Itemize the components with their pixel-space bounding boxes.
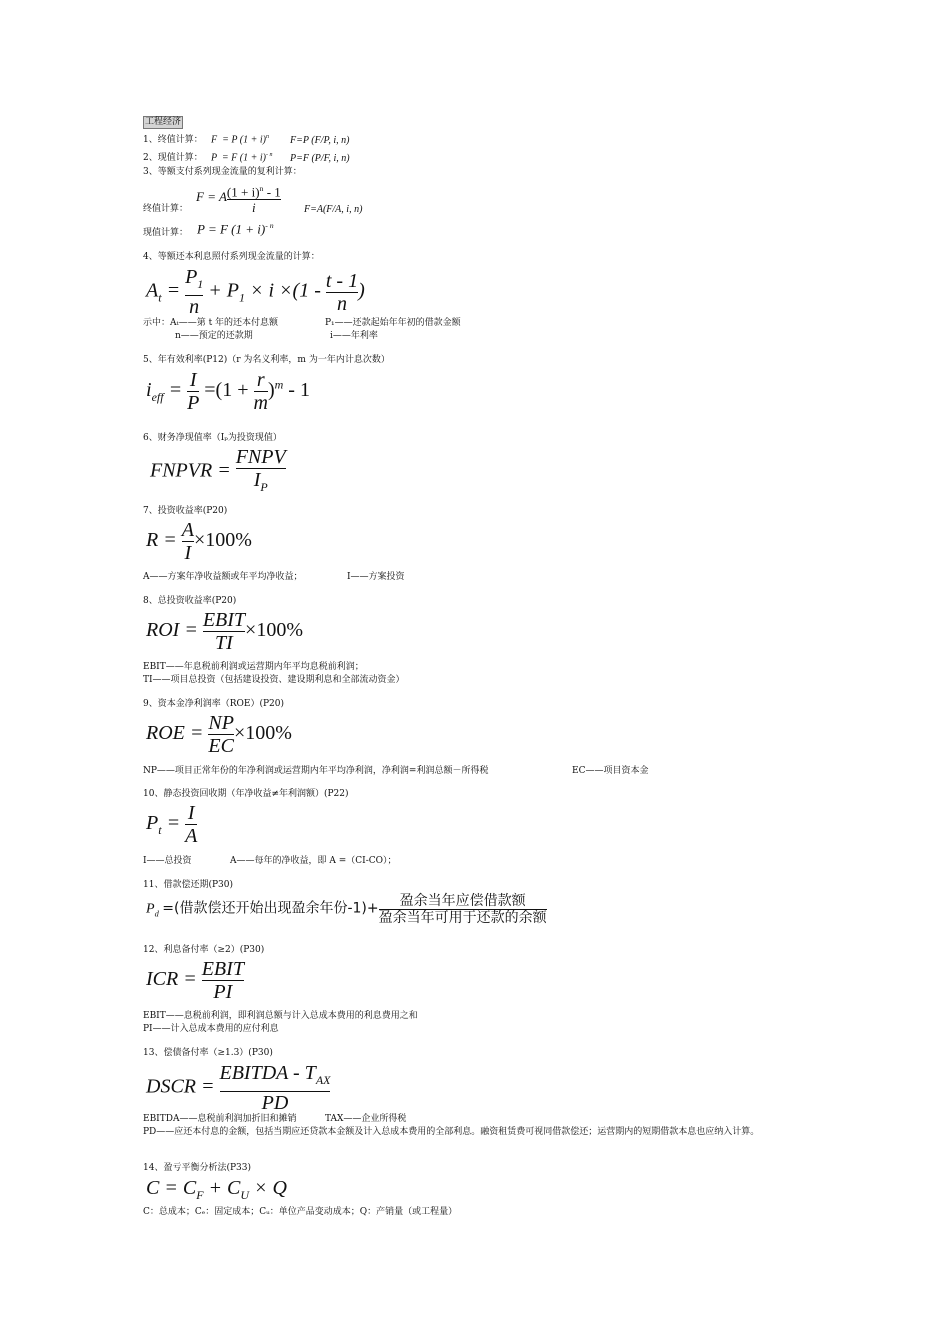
formula-13: DSCR = $\frac{EBITDA - T_{AX}}{PD}$ bbox=[146, 1062, 331, 1114]
item-3-fv-note: F=A(F/A, i, n) bbox=[304, 204, 363, 215]
item-7-legend-1: I——方案投资 bbox=[347, 572, 405, 582]
formula-11-numerator: 盈余当年应偿借款额 bbox=[399, 893, 526, 909]
formula-7: R = $\frac{A}{I}$ ×100% bbox=[146, 519, 252, 564]
formula-12: ICR = $\frac{\text{EBIT}}{PI}$ bbox=[146, 958, 244, 1003]
item-10-label: 10、静态投资回收期（年净收益≠年利润额）(P22) bbox=[143, 789, 349, 799]
item-3-fv-label: 终值计算： bbox=[143, 204, 189, 214]
item-6-label: 6、财务净现值率（Iₚ为投资现值） bbox=[143, 433, 282, 443]
formula-9: ROE = $\frac{NP}{EC}$ ×100% bbox=[146, 712, 292, 757]
item-10-legend-1: A——每年的净收益，即 A =（CI-CO）； bbox=[230, 856, 397, 866]
item-9-label: 9、资本金净利润率（ROE）(P20) bbox=[143, 699, 284, 709]
item-12-legend-1: PI——计入总成本费用的应付利息 bbox=[143, 1024, 279, 1034]
item-12-legend-0: EBIT——息税前利润，即利润总额与计入总成本费用的利息费用之和 bbox=[143, 1011, 418, 1021]
item-14-label: 14、盈亏平衡分析法(P33) bbox=[143, 1163, 251, 1173]
item-13-legend-2: PD——应还本付息的金额，包括当期应还贷款本金额及计入总成本费用的全部利息。融资租赁费可视同借款偿还；运营期内的短期借款本息也应纳入计算。 bbox=[143, 1127, 760, 1137]
item-13-legend-0: EBITDA——息税前利润加折旧和摊销 bbox=[143, 1114, 297, 1124]
formula-4: $A_t$ = $\frac{P_1}{n}$ + $P_1 \times i \times(1$ - $\frac{t - 1}{n}$ ) bbox=[146, 266, 365, 318]
item-1-label: 1、终值计算： bbox=[143, 135, 203, 145]
item-5-label: 5、年有效利率(P12)（r 为名义利率，m 为一年内计息次数） bbox=[143, 355, 390, 365]
formula-2: P = F $(1 + i)^{- n}$ bbox=[211, 152, 273, 164]
item-8-legend-1: TI——项目总投资（包括建设投资、建设期利息和全部流动资金） bbox=[143, 675, 405, 685]
formula-1: F = P $(1 + i)^n$ bbox=[211, 134, 269, 146]
item-1-note: F=P (F/P, i, n) bbox=[290, 135, 350, 146]
item-9-legend-1: EC——项目资本金 bbox=[572, 766, 649, 776]
item-8-legend-0: EBIT——年息税前利润或运营期内年平均息税前利润； bbox=[143, 662, 364, 672]
document-title: 工程经济 bbox=[145, 117, 182, 127]
item-3-pv-label: 现值计算： bbox=[143, 228, 189, 238]
formula-11-denominator: 盈余当年可用于还款的余额 bbox=[378, 910, 547, 926]
item-2-label: 2、现值计算： bbox=[143, 153, 203, 163]
item-4-legend-0: 示中：Aₜ——第 t 年的还本付息额 bbox=[143, 318, 279, 328]
formula-11-text: =(借款偿还开始出现盈余年份-1)+ bbox=[162, 900, 379, 917]
formula-3-pv: P = F $(1 + i)^{- n}$ bbox=[197, 221, 274, 237]
item-2-note: P=F (P/F, i, n) bbox=[290, 153, 350, 164]
item-13-legend-1: TAX——企业所得税 bbox=[325, 1114, 407, 1124]
item-13-label: 13、偿债备付率（≥1.3）(P30) bbox=[143, 1048, 273, 1058]
item-10-legend-0: I——总投资 bbox=[143, 856, 192, 866]
formula-10: $P_t$ = $\frac{I}{A}$ bbox=[146, 802, 198, 847]
formula-3-fv: F = A $\frac{(1 + i)^n - 1}{i}$ bbox=[196, 184, 281, 216]
formula-5: $i_{eff}$ = $\frac{I}{P}$ =(1 + $\frac{r}{m}$ )$^m$ - 1 bbox=[146, 369, 310, 414]
item-4-label: 4、等额还本利息照付系列现金流量的计算： bbox=[143, 252, 320, 262]
item-11-label: 11、借款偿还期(P30) bbox=[143, 880, 233, 890]
item-4-legend-3: i——年利率 bbox=[330, 331, 378, 341]
item-7-label: 7、投资收益率(P20) bbox=[143, 506, 228, 516]
item-4-legend-2: n——预定的还款期 bbox=[175, 331, 253, 341]
formula-14: $C = C_F + C_U \times Q$ bbox=[146, 1177, 287, 1202]
item-7-legend-0: A——方案年净收益额或年平均净收益； bbox=[143, 572, 303, 582]
item-14-legend-0: C：总成本；Cₑ：固定成本；Cᵤ：单位产品变动成本；Q：产销量（或工程量） bbox=[143, 1207, 458, 1217]
item-9-legend-0: NP——项目正常年份的年净利润或运营期内年平均净利润，净利润=利润总额－所得税 bbox=[143, 766, 489, 776]
item-3-label: 3、等额支付系列现金流量的复利计算： bbox=[143, 167, 302, 177]
item-8-label: 8、总投资收益率(P20) bbox=[143, 596, 237, 606]
formula-8: ROI = $\frac{\text{EBIT}}{TI}$ ×100% bbox=[146, 609, 303, 654]
formula-11: $P_d$ =(借款偿还开始出现盈余年份-1)+ $\frac{\text{盈余当年应偿借款额}}{\text{盈余当年可用于还款的余额}}$ bbox=[146, 893, 547, 926]
item-4-legend-1: P₁——还款起始年年初的借款金额 bbox=[325, 318, 461, 328]
formula-6: FNPVR = $\frac{\text{FNPV}}{I_P}$ bbox=[150, 446, 286, 498]
item-12-label: 12、利息备付率（≥2）(P30) bbox=[143, 945, 265, 955]
